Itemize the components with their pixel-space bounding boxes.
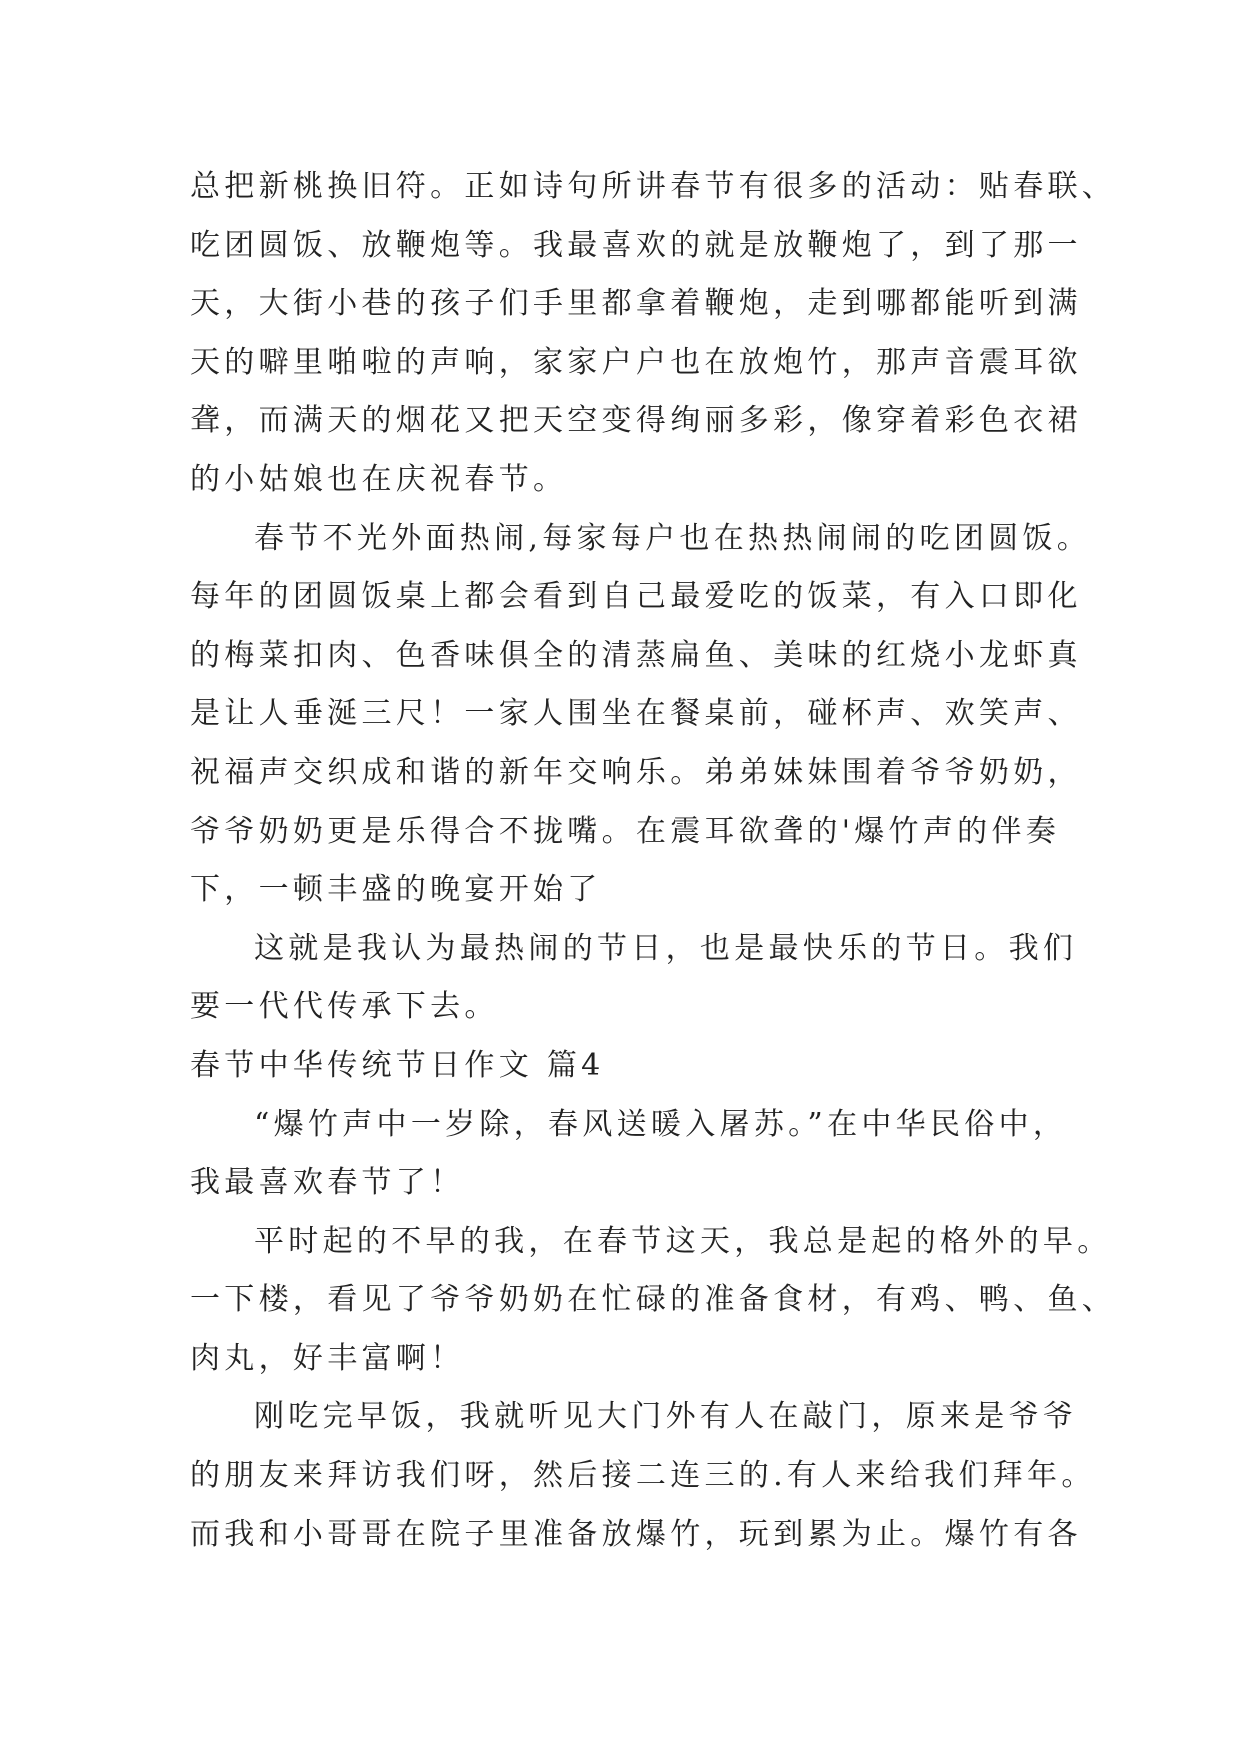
text-line: 天，大街小巷的孩子们手里都拿着鞭炮，走到哪都能听到满 <box>190 286 1082 322</box>
text-line: 刚吃完早饭，我就听见大门外有人在敲门，原来是爷爷 <box>254 1399 1078 1435</box>
text-line: 下，一顿丰盛的晚宴开始了 <box>190 872 602 908</box>
text-line: 祝福声交织成和谐的新年交响乐。弟弟妹妹围着爷爷奶奶， <box>190 754 1082 790</box>
document-body <box>190 158 1117 1564</box>
text-line: 的朋友来拜访我们呀，然后接二连三的.有人来给我们拜年。 <box>190 1458 1096 1494</box>
text-line: 聋，而满天的烟花又把天空变得绚丽多彩，像穿着彩色衣裙 <box>190 403 1082 439</box>
text-line: 春节中华传统节日作文 篇4 <box>190 1047 605 1083</box>
text-line: 的小姑娘也在庆祝春节。 <box>190 461 568 497</box>
text-line: 的梅菜扣肉、色香味俱全的清蒸扁鱼、美味的红烧小龙虾真 <box>190 637 1082 673</box>
text-line: 肉丸，好丰富啊！ <box>190 1340 465 1376</box>
text-line: 而我和小哥哥在院子里准备放爆竹，玩到累为止。爆竹有各 <box>190 1516 1082 1552</box>
text-line: 是让人垂涎三尺！一家人围坐在餐桌前，碰杯声、欢笑声、 <box>190 696 1082 732</box>
text-line: 春节不光外面热闹,每家每户也在热热闹闹的吃团圆饭。 <box>254 520 1092 556</box>
text-line: “爆竹声中一岁除，春风送暖入屠苏。”在中华民俗中， <box>254 1106 1068 1142</box>
text-line: 平时起的不早的我，在春节这天，我总是起的格外的早。 <box>254 1223 1112 1259</box>
text-line: 要一代代传承下去。 <box>190 989 499 1025</box>
text-line: 吃团圆饭、放鞭炮等。我最喜欢的就是放鞭炮了，到了那一 <box>190 227 1082 263</box>
text-line: 这就是我认为最热闹的节日，也是最快乐的节日。我们 <box>254 930 1078 966</box>
text-line: 每年的团圆饭桌上都会看到自己最爱吃的饭菜，有入口即化 <box>190 579 1082 615</box>
text-line: 总把新桃换旧符。正如诗句所讲春节有很多的活动：贴春联、 <box>190 169 1117 204</box>
text-line: 我最喜欢春节了！ <box>190 1165 465 1201</box>
text-line: 天的噼里啪啦的声响，家家户户也在放炮竹，那声音震耳欲 <box>190 344 1082 380</box>
text-line: 一下楼，看见了爷爷奶奶在忙碌的准备食材，有鸡、鸭、鱼、 <box>190 1282 1117 1318</box>
text-line: 爷爷奶奶更是乐得合不拢嘴。在震耳欲聋的'爆竹声的伴奏 <box>190 813 1061 849</box>
